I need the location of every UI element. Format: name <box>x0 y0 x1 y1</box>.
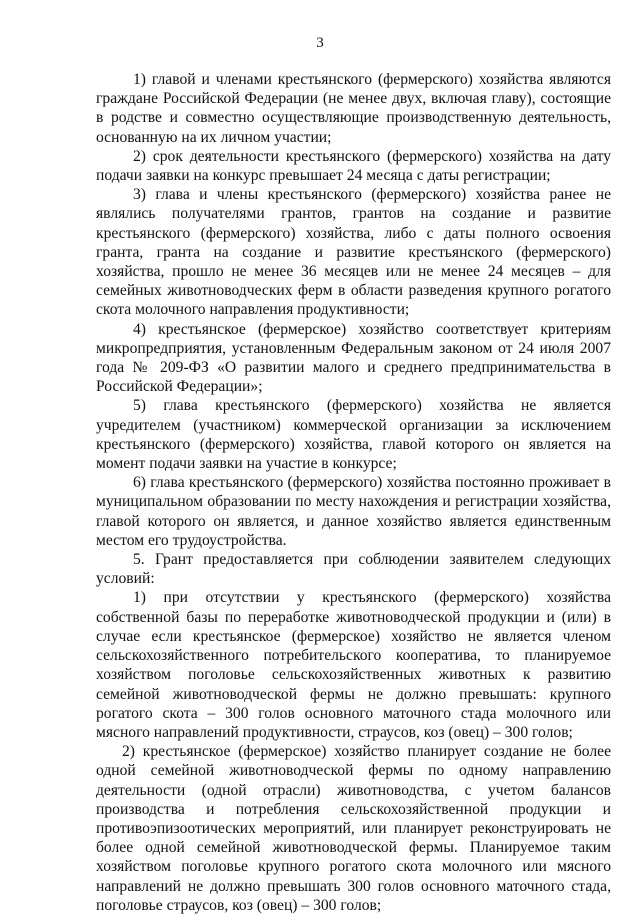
paragraph-item-6: 6) глава крестьянского (фермерского) хозяйства постоянно проживает в муниципальном образовании по месту нахождения и регистрации хозяйства, главой которого он является, и данное хозяйство является единственным местом его трудоустройства. <box>96 474 611 549</box>
paragraph-condition-1: 1) при отсутствии у крестьянского (фермерского) хозяйства собственной базы по переработке животноводческой продукции и (или) в случае если крестьянское (фермерское) хозяйство не является членом сельскохозяйственного потребительского кооператива, то планируемое хозяйством поголовье сельскохозяйственных животных к развитию семейной животноводческой фермы не должно превышать: крупного рогатого скота – 300 голов основного маточного стада молочного или мясного направлений продуктивности, страусов, коз (овец) – 300 голов; <box>96 589 611 741</box>
paragraph-item-3: 3) глава и члены крестьянского (фермерского) хозяйства ранее не являлись получателями грантов, грантов на создание и развитие крестьянского (фермерского) хозяйства, либо с даты полного освоения гранта, гранта на создание и развитие крестьянского (фермерского) хозяйства, прошло не менее 36 месяцев или не менее 24 месяцев – для семейных животноводческих ферм в области разведения крупного рогатого скота молочного направления продуктивности; <box>96 186 611 319</box>
paragraph-item-1: 1) главой и членами крестьянского (фермерского) хозяйства являются граждане Российской Федерации (не менее двух, включая главу), состоящие в родстве и совместно осуществляющие производственную деятельность, основанную на их личном участии; <box>96 71 611 146</box>
paragraph-section-5: 5. Грант предоставляется при соблюдении заявителем следующих условий: <box>96 551 611 588</box>
page-number: 3 <box>316 35 324 51</box>
paragraph-item-2: 2) срок деятельности крестьянского (фермерского) хозяйства на дату подачи заявки на конкурс превышает 24 месяца с даты регистрации; <box>96 147 611 185</box>
document-body <box>96 70 611 915</box>
paragraph-item-4: 4) крестьянское (фермерское) хозяйство соответствует критериям микропредприятия, установленным Федеральным законом от 24 июля 2007 года № 209-ФЗ «О развитии малого и среднего предпринимательства в Российской Федерации»; <box>96 320 611 396</box>
paragraph-condition-2: 2) крестьянское (фермерское) хозяйство планирует создание не более одной семейной животноводческой фермы по одному направлению деятельности (одной отрасли) животноводства, с учетом балансов производства и потребления сельскохозяйственной продукции и противоэпизоотических мероприятий, или планирует реконструировать не более одной семейной животноводческой фермы. Планируемое таким хозяйством поголовье крупного рогатого скота молочного или мясного направлений не должно превышать 300 голов основного маточного стада, поголовье страусов, коз (овец) – 300 голов; <box>96 743 611 914</box>
paragraph-item-5: 5) глава крестьянского (фермерского) хозяйства не является учредителем (участником) коммерческой организации за исключением крестьянского (фермерского) хозяйства, главой которого он является на момент подачи заявки на участие в конкурсе; <box>96 397 611 473</box>
